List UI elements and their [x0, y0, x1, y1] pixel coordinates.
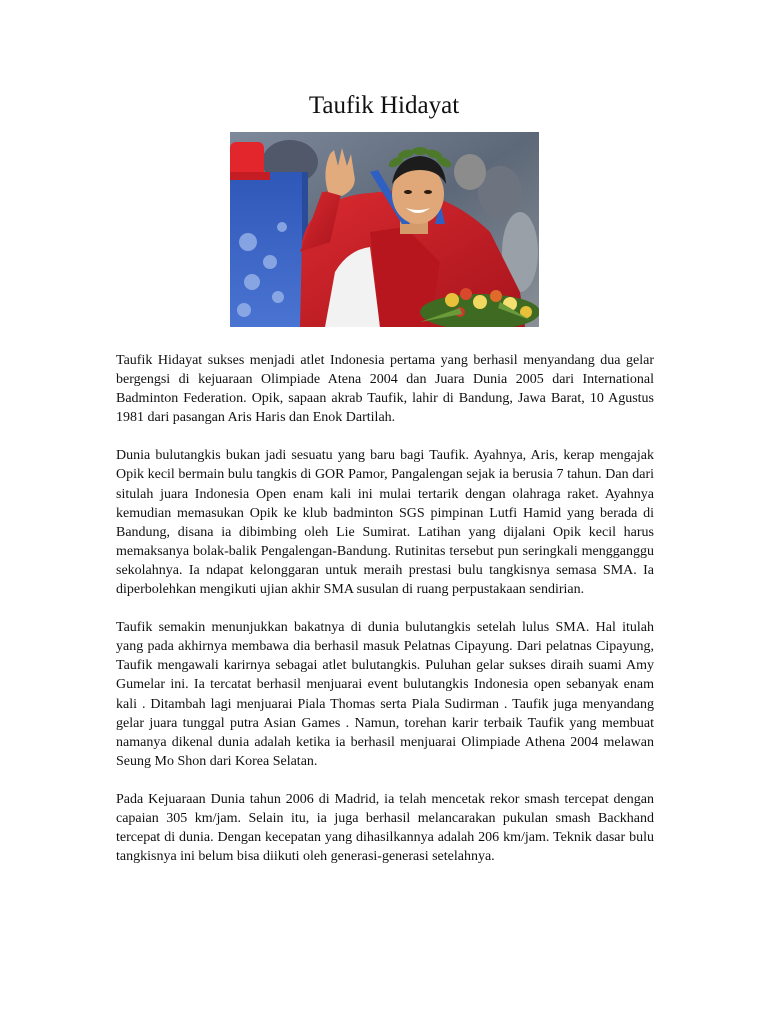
- paragraph-career: Taufik semakin menunjukkan bakatnya di dunia bulutangkis setelah lulus SMA. Hal itulah yang pada akhirnya membawa dia berhasil masuk Pelatnas Cipayung. Dari pelatnas Cipayung, Taufik mengawali karirnya sebagai atlet bulutangkis. Puluhan gelar sukses diraih suami Amy Gumelar ini. Ia tercatat berhasil menjuarai event bulutangkis Indonesia open sebanyak enam kali . Ditambah lagi menjuarai Piala Thomas serta Piala Sudirman . Taufik juga menyandang gelar juara tunggal putra Asian Games . Namun, torehan karir terbaik Taufik yang membuat namanya dikenal dunia adalah ketika ia berhasil menjuarai Olimpiade Athena 2004 melawan Seung Mo Shon dari Korea Selatan.: [116, 620, 654, 769]
- paragraph-records: Pada Kejuaraan Dunia tahun 2006 di Madrid, ia telah mencetak rekor smash tercepat dengan capaian 305 km/jam. Selain itu, ia juga berhasil melancarakan pukulan smash Backhand tercepat di dunia. Dengan kecepatan yang dihasilkannya adalah 206 km/jam. Teknik dasar bulu tangkisnya ini belum bisa diikuti oleh generasi-generasi setelahnya.: [116, 791, 654, 865]
- paragraph-intro: Taufik Hidayat sukses menjadi atlet Indonesia pertama yang berhasil menyandang dua gelar bergengsi di kejuaraan Olimpiade Atena 2004 dan Juara Dunia 2005 dari International Badminton Federation. Opik, sapaan akrab Taufik, lahir di Bandung, Jawa Barat, 10 Agustus 1981 dari pasangan Aris Haris dan Enok Dartilah.: [116, 353, 654, 426]
- document-title: Taufik Hidayat: [308, 92, 460, 119]
- paragraph-childhood: Dunia bulutangkis bukan jadi sesuatu yang baru bagi Taufik. Ayahnya, Aris, kerap mengajak Opik kecil bermain bulu tangkis di GOR Pamor, Pangalengan sejak ia berusia 7 tahun. Dan dari situlah juara Indonesia Open enam kali ini mulai tertarik dengan olahraga raket. Ayahnya kemudian memasukan Opik ke klub badminton SGS pimpinan Lutfi Hamid yang berada di Bandung, disana ia dibimbing oleh Lie Sumirat. Latihan yang dijalani Opik kecil harus memaksanya bolak-balik Pengalengan-Bandung. Rutinitas tersebut pun seringkali mengganggu sekolahnya. Ia ndapat kelonggaran untuk meraih prestasi bulu tangkisnya semasa SMA. Ia diperbolehkan mengikuti ujian akhir SMA susulan di ruang perpustakaan sendirian.: [116, 448, 654, 598]
- athlete-photo: [230, 132, 539, 327]
- article-body: [116, 351, 654, 885]
